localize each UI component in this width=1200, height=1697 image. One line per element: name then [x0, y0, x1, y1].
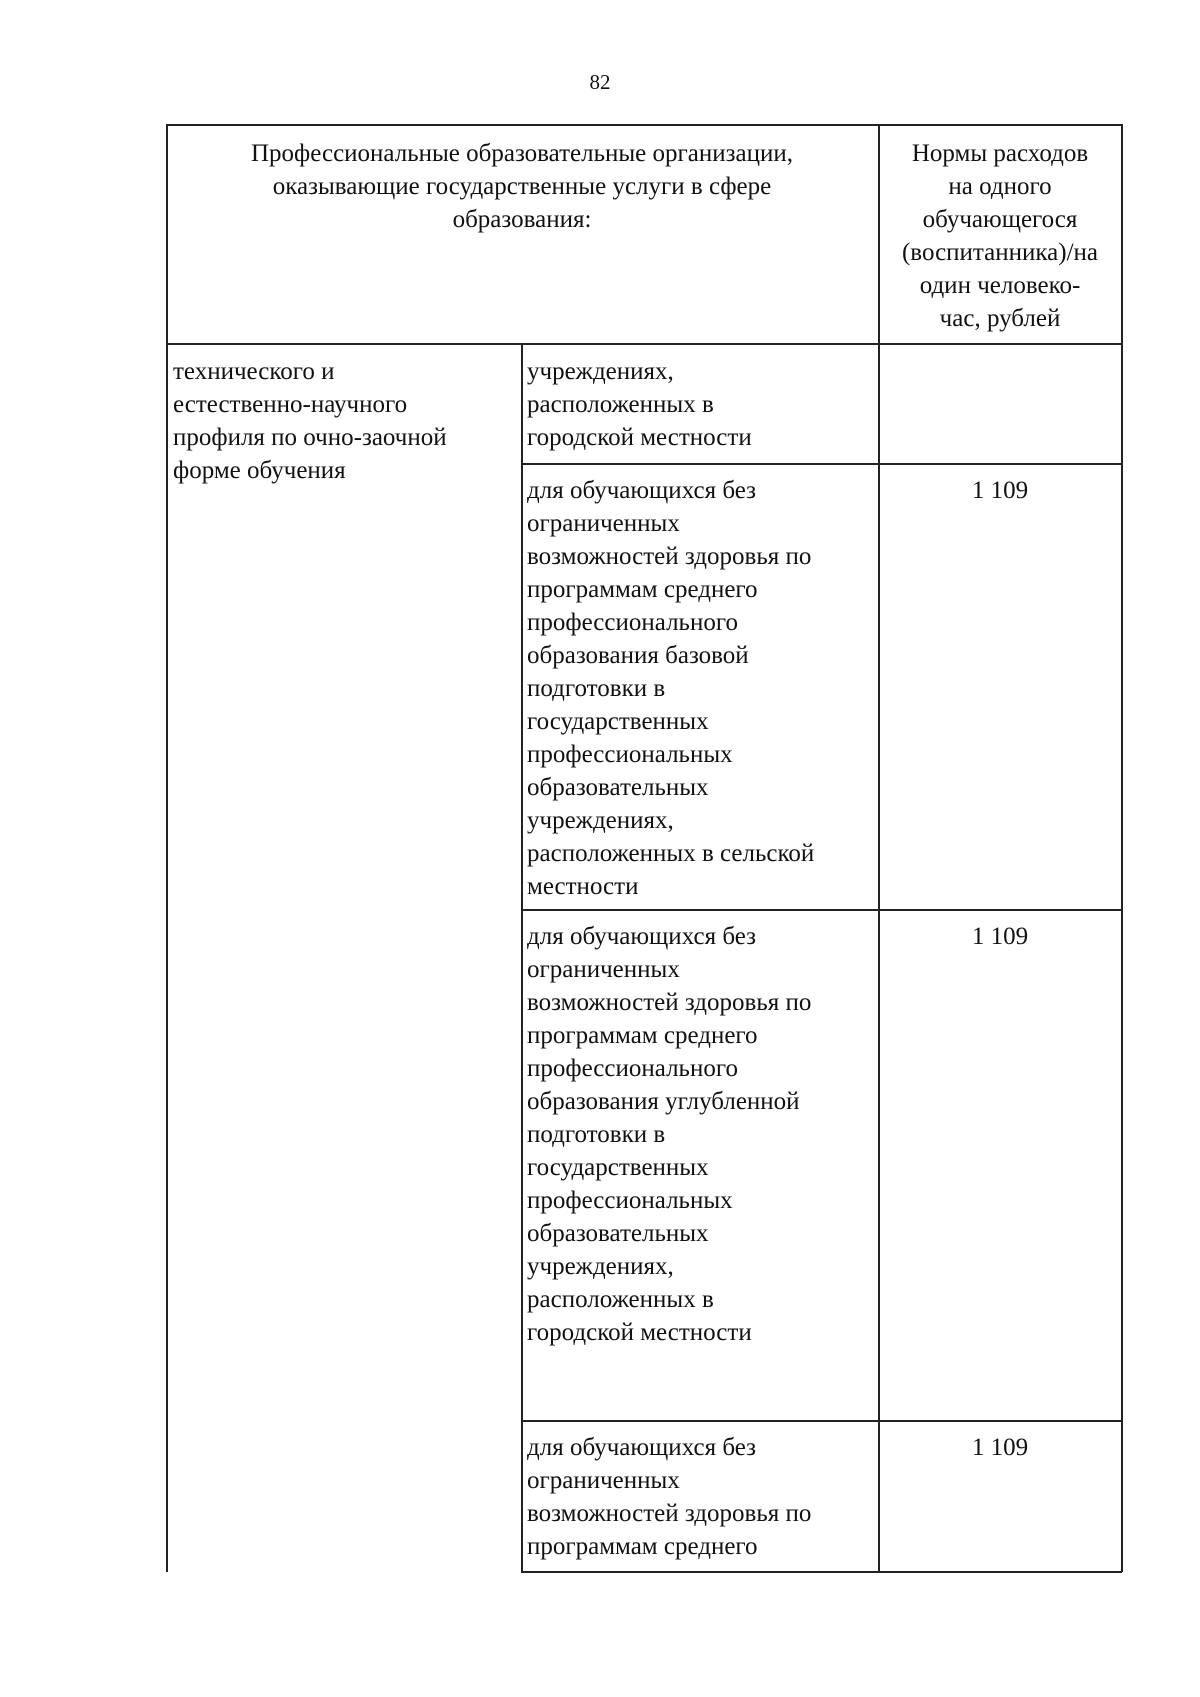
group-label-cell: технического и естественно-научного профиля по очно-заочной форме обучения — [173, 358, 447, 484]
header-norms-cell: Нормы расходов на одного обучающегося (воспитанника)/на один человеко- час, рублей — [901, 140, 1098, 332]
row-divider-2 — [521, 909, 1122, 911]
row-divider-1 — [521, 463, 1122, 465]
row-2-value: 1 109 — [971, 477, 1029, 504]
page-number: 82 — [589, 70, 611, 94]
header-organizations-cell: Профессиональные образовательные организации, оказывающие государственные услуги в сфере образования: — [251, 140, 793, 233]
column-divider-description — [521, 343, 523, 1572]
row-4-description: для обучающихся без ограниченных возможностей здоровья по программам среднего — [527, 1434, 812, 1560]
table-border-right — [1121, 124, 1123, 1572]
row-3-value: 1 109 — [971, 923, 1029, 950]
row-4-value: 1 109 — [971, 1434, 1029, 1461]
header-divider — [166, 343, 1122, 345]
row-2-description: для обучающихся без ограниченных возможностей здоровья по программам среднего профессионального образования базовой подготовки в государственных профессиональных образовательных учреждениях, расположенных в сельской местности — [527, 477, 815, 900]
row-divider-3 — [521, 1420, 1122, 1422]
table-border-bottom — [521, 1571, 1122, 1573]
row-3-description: для обучающихся без ограниченных возможностей здоровья по программам среднего профессионального образования углубленной подготовки в государственных профессиональных образовательных учреждениях, расположенных в городской местности — [527, 923, 812, 1346]
table-border-left — [166, 124, 168, 1572]
column-divider-norms — [878, 124, 880, 1572]
table-border-top — [166, 124, 1122, 126]
row-1-description: учреждениях, расположенных в городской местности — [527, 358, 752, 451]
